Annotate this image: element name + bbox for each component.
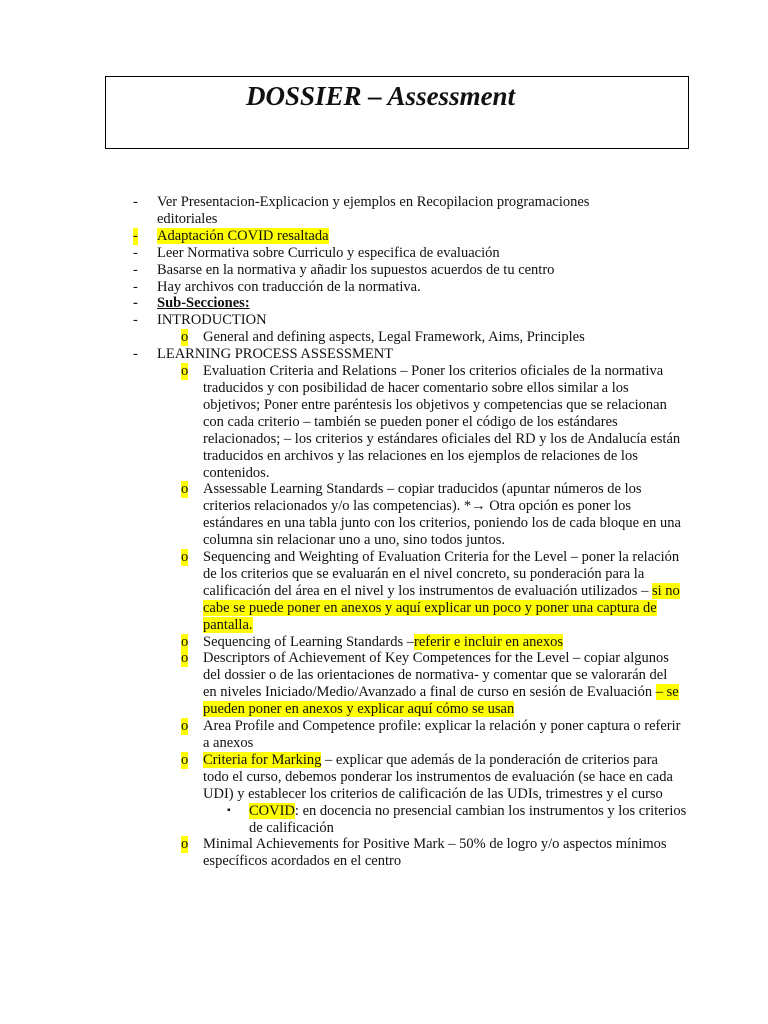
list-item-text: Ver Presentacion-Explicacion y ejemplos en Recopilacion programaciones editoriales <box>157 194 590 227</box>
sub-sub-list-item <box>0 803 689 837</box>
sub-list-item <box>0 836 684 870</box>
circle-marker: o <box>181 481 189 498</box>
list-item-text: Basarse en la normativa y añadir los supuestos acuerdos de tu centro <box>157 261 555 278</box>
list-item-text: General and defining aspects, Legal Framework, Aims, Principles <box>203 329 585 346</box>
sub-list-item <box>0 363 684 481</box>
list-item-text: Sequencing of Learning Standards – <box>203 633 415 650</box>
highlighted-text: – se pueden poner en anexos y explicar aquí cómo se usan <box>203 684 679 718</box>
list-item <box>0 279 623 296</box>
circle-marker: o <box>181 363 189 380</box>
highlighted-text: Adaptación COVID resaltada <box>157 227 329 244</box>
list-item-text: Hay archivos con traducción de la normativa. <box>157 278 421 295</box>
circle-marker: o <box>181 836 189 853</box>
highlighted-text: si no cabe se puede poner en anexos y aquí explicar un poco y poner una captura de pantalla. <box>203 582 680 633</box>
circle-marker: o <box>181 329 189 346</box>
list-item-text: Leer Normativa sobre Curriculo y especifica de evaluación <box>157 244 500 261</box>
document-body <box>0 194 768 870</box>
circle-marker: o <box>181 650 189 667</box>
page-title: DOSSIER – Assessment <box>246 81 516 111</box>
highlighted-text: referir e incluir en anexos <box>414 633 563 650</box>
circle-marker: o <box>181 718 189 735</box>
list-item-text: Descriptors of Achievement of Key Competences for the Level – copiar algunos del dossier o de las orientaciones de normativa- y comentar que se valorarán del en niveles Iniciado/Medio/Avanzado a final de curso en sesión de Evaluación <box>203 650 669 701</box>
highlighted-text: Criteria for Marking <box>203 751 322 768</box>
title-box <box>105 76 689 149</box>
sub-list-item <box>0 650 684 718</box>
sub-list-item <box>0 481 684 549</box>
list-item <box>0 312 623 329</box>
list-item <box>0 194 623 228</box>
circle-marker: o <box>181 633 189 650</box>
dash-marker: - <box>133 261 138 278</box>
list-item <box>0 262 623 279</box>
dash-marker: - <box>133 244 138 261</box>
circle-marker: o <box>181 549 189 566</box>
dash-marker: - <box>133 346 138 363</box>
list-item-text: : en docencia no presencial cambian los instrumentos y los criterios de calificación <box>249 802 687 836</box>
dash-marker: - <box>133 194 138 210</box>
circle-marker: o <box>181 751 189 768</box>
section-heading: Sub-Secciones: <box>157 295 250 312</box>
list-item <box>0 295 623 312</box>
list-item <box>0 228 623 245</box>
sub-list-item <box>0 329 684 346</box>
sub-list-item <box>0 634 684 651</box>
square-marker: ▪ <box>227 804 231 816</box>
dash-marker: - <box>133 278 138 295</box>
highlighted-text: COVID <box>249 802 295 819</box>
list-item <box>0 245 623 262</box>
dash-marker: - <box>133 227 138 244</box>
list-item-text: Minimal Achievements for Positive Mark – 50% de logro y/o aspectos mínimos específicos acordados en el centro <box>203 836 667 870</box>
dash-marker: - <box>133 295 138 312</box>
sub-list-item <box>0 752 684 803</box>
list-item-text: Sequencing and Weighting of Evaluation Criteria for the Level – poner la relación de los criterios que se evaluarán en el nivel concreto, su ponderación para la calificación del área en el nivel y los instrumentos de evaluación utilizados – <box>203 549 680 599</box>
sub-list-item <box>0 718 684 752</box>
sub-list-item <box>0 549 684 634</box>
list-item-text: LEARNING PROCESS ASSESSMENT <box>157 346 394 363</box>
list-item-text: Area Profile and Competence profile: explicar la relación y poner captura o referir a anexos <box>203 718 681 751</box>
list-item-text: Assessable Learning Standards – copiar traducidos (apuntar números de los criterios relacionados y/o las competencias). *→ Otra opción es poner los estándares en una tabla junto con los criterios, poniendo los de cada bloque en una columna sin relacionar uno a uno, sino todos juntos. <box>203 481 681 549</box>
list-item-text: – explicar que además de la ponderación de criterios para todo el curso, debemos ponderar los instrumentos de evaluación (se hace en cada UDI) y establecer los criterios de calificación de las UDIs, trimestres y el curso <box>203 751 673 802</box>
dash-marker: - <box>133 312 138 329</box>
list-item <box>0 346 623 363</box>
list-item-text: INTRODUCTION <box>157 312 267 329</box>
list-item-text: Evaluation Criteria and Relations – Poner los criterios oficiales de la normativa traducidos y con posibilidad de hacer comentario sobre ellos similar a los objetivos; Poner entre paréntesis los objetivos y competencias que se relacionan con cada criterio – también se pueden poner el código de los estándares relacionados; – los criterios y estándares oficiales del RD y los de Andalucía están traducidos en archivos y las relaciones en los ejemplos de relaciones de los contenidos. <box>203 363 681 481</box>
